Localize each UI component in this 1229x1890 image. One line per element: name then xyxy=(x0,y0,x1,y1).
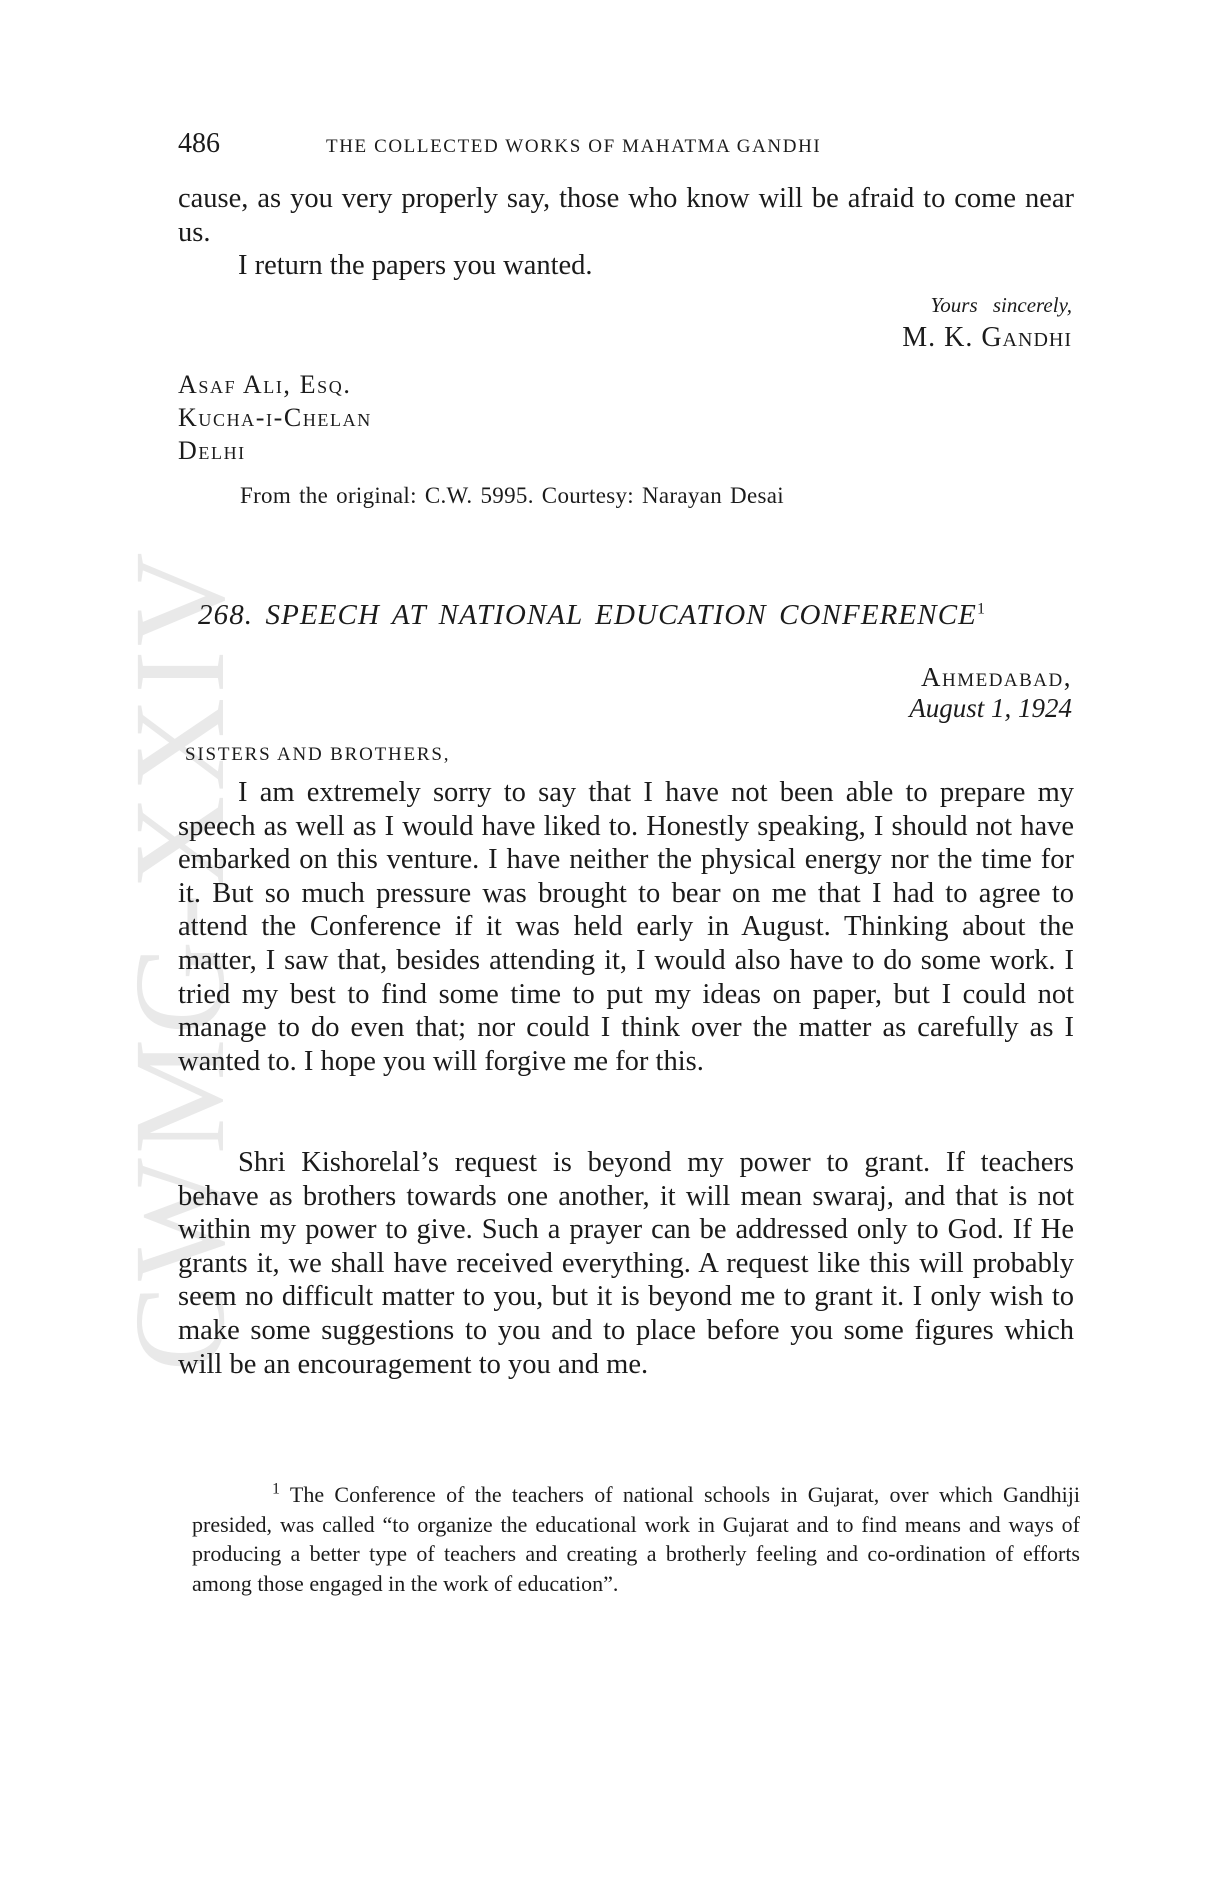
letter-paragraph-1: cause, as you very properly say, those who know will be afraid to come near us. xyxy=(178,183,1074,248)
source-note: From the original: C.W. 5995. Courtesy: Narayan Desai xyxy=(240,483,784,508)
speech-paragraph-2: Shri Kishorelal’s request is beyond my power to grant. If teachers behave as brothers towards one another, it will mean swaraj, and that is not within my power to give. Such a prayer can be addressed only to God. If He grants it, we shall have received everything. A request like this will probably seem no difficult matter to you, but it is beyond me to grant it. I only wish to make some suggestions to you and to place before you some figures which will be an encouragement to you and me. xyxy=(178,1147,1074,1380)
letter-paragraph-2: I return the papers you wanted. xyxy=(238,250,593,281)
salutation: SISTERS AND BROTHERS, xyxy=(185,744,451,765)
letter-closing: Yours sincerely, xyxy=(930,293,1072,317)
address-line: Asaf Ali, Esq. xyxy=(178,370,352,399)
footnote-text: The Conference of the teachers of national schools in Gujarat, over which Gandhiji presided, was called “to organize the educational work in Gujarat and to find means and ways of producing a better type of teachers and creating a brotherly feeling and co-ordination of efforts among those engaged in the work of education”. xyxy=(192,1482,1080,1596)
address-line: Kucha-i-Chelan xyxy=(178,403,372,432)
letter-signature: M. K. Gandhi xyxy=(902,322,1072,353)
address-line: Delhi xyxy=(178,436,246,465)
speech-date: August 1, 1924 xyxy=(909,693,1072,723)
watermark-text: CWMG-XXIV xyxy=(108,548,252,1372)
speech-paragraph-1: I am extremely sorry to say that I have not been able to prepare my speech as well as I would have liked to. Honestly speaking, I should not have embarked on this venture. I have neither the physical energy nor the time for it. But so much pressure was brought to bear on me that I had to agree to attend the Conference if it was held early in August. Thinking about the matter, I saw that, besides attending it, I would also have to do some work. I tried my best to find some time to put my ideas on paper, but I could not manage to do even that; nor could I think over the matter as carefully as I wanted to. I hope you will forgive me for this. xyxy=(178,777,1074,1077)
section-heading xyxy=(198,599,986,632)
running-head xyxy=(178,128,1078,162)
speech-place: Ahmedabad, xyxy=(920,662,1072,692)
page-number: 486 xyxy=(178,128,220,159)
section-heading-text: 268. SPEECH AT NATIONAL EDUCATION CONFERENCE xyxy=(198,599,977,631)
footnote xyxy=(192,1480,1080,1598)
book-title: THE COLLECTED WORKS OF MAHATMA GANDHI xyxy=(326,136,822,157)
footnote-marker: 1 xyxy=(272,1480,280,1498)
footnote-reference: 1 xyxy=(976,600,987,618)
